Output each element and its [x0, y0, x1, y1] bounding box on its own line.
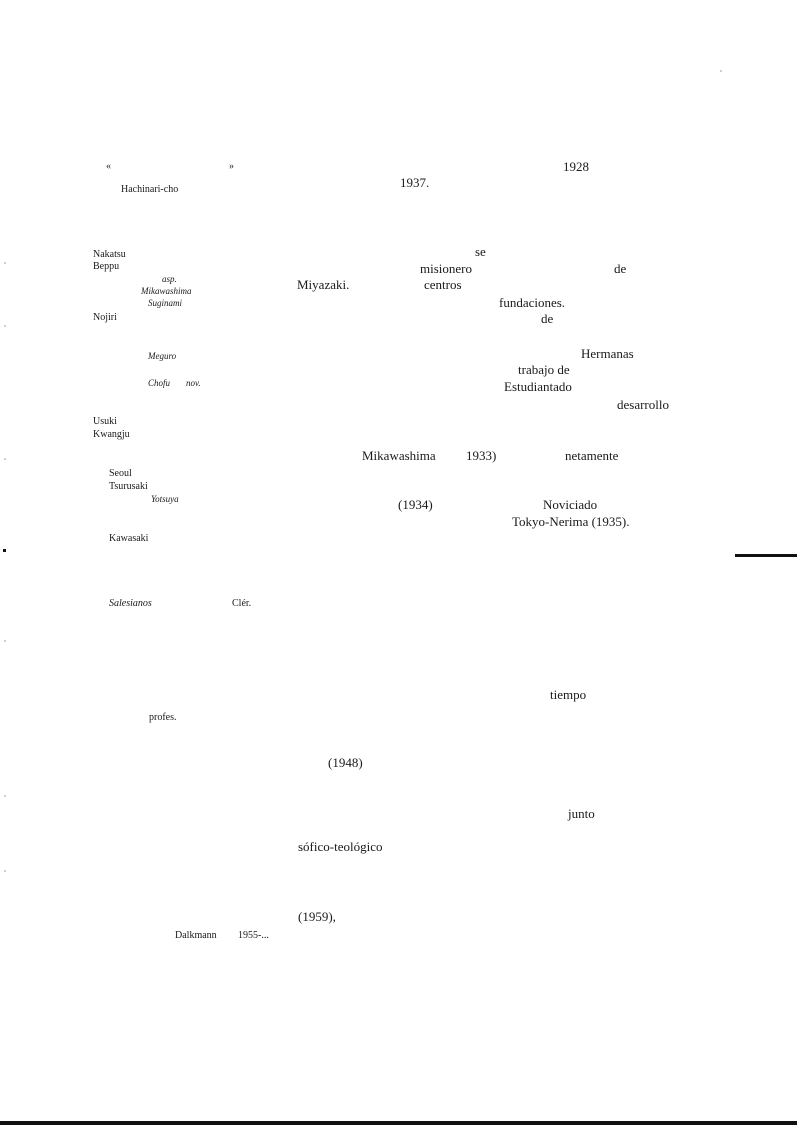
word-de-2: de: [541, 311, 554, 326]
word-se: se: [475, 244, 486, 259]
place-seoul: Seoul: [109, 468, 132, 479]
place-nakatsu: Nakatsu: [93, 249, 126, 260]
abbr-cler: Clér.: [232, 598, 252, 609]
words-trabajo-de: trabajo de: [518, 362, 570, 377]
place-mikawashima-right: Mikawashima: [362, 448, 436, 463]
abbr-profes: profes.: [149, 712, 177, 723]
place-yotsuya: Yotsuya: [151, 494, 179, 504]
place-kawasaki: Kawasaki: [109, 533, 149, 544]
bottom-rule: [0, 1121, 797, 1125]
place-mikawashima-left: Mikawashima: [141, 286, 192, 296]
year-1933: 1933): [466, 448, 497, 463]
margin-speck: [720, 70, 722, 72]
year-1959: (1959),: [298, 909, 336, 924]
margin-speck: [4, 262, 6, 264]
place-usuki: Usuki: [93, 416, 117, 427]
word-de-1: de: [614, 261, 627, 276]
close-quote: »: [229, 161, 234, 172]
word-noviciado: Noviciado: [543, 497, 598, 512]
word-desarrollo: desarrollo: [617, 397, 669, 412]
margin-mark: [3, 549, 6, 552]
place-meguro: Meguro: [148, 351, 177, 361]
word-sofico-teologico: sófico-teológico: [298, 839, 383, 854]
abbr-asp: asp.: [162, 274, 177, 284]
year-1948: (1948): [328, 755, 363, 770]
margin-speck: [4, 640, 6, 642]
place-kwangju: Kwangju: [93, 429, 130, 440]
place-suginami: Suginami: [148, 298, 183, 308]
word-fundaciones: fundaciones.: [499, 295, 566, 310]
abbr-nov: nov.: [186, 378, 201, 388]
margin-speck: [4, 325, 6, 327]
year-1934: (1934): [398, 497, 433, 512]
place-tokyo-nerima: Tokyo-Nerima (1935).: [512, 514, 630, 529]
word-netamente: netamente: [565, 448, 619, 463]
edge-rule: [735, 554, 797, 557]
place-miyazaki: Miyazaki.: [297, 277, 350, 292]
word-hermanas: Hermanas: [581, 346, 634, 361]
year-1937: 1937.: [400, 175, 430, 190]
word-centros: centros: [424, 277, 462, 292]
margin-speck: [4, 795, 6, 797]
word-misionero: misionero: [420, 261, 472, 276]
word-junto: junto: [568, 806, 595, 821]
place-chofu: Chofu: [148, 378, 171, 388]
year-1928: 1928: [563, 159, 589, 174]
word-estudiantado: Estudiantado: [504, 379, 572, 394]
place-nojiri: Nojiri: [93, 312, 117, 323]
place-hachinari-cho: Hachinari-cho: [121, 184, 179, 195]
name-dalkmann: Dalkmann: [175, 930, 217, 941]
place-beppu: Beppu: [93, 261, 120, 272]
years-1955: 1955-...: [238, 930, 269, 941]
word-salesianos: Salesianos: [109, 598, 152, 609]
word-tiempo: tiempo: [550, 687, 587, 702]
open-quote: «: [106, 161, 111, 172]
margin-speck: [4, 870, 6, 872]
place-tsurusaki: Tsurusaki: [109, 481, 148, 492]
margin-speck: [4, 458, 6, 460]
